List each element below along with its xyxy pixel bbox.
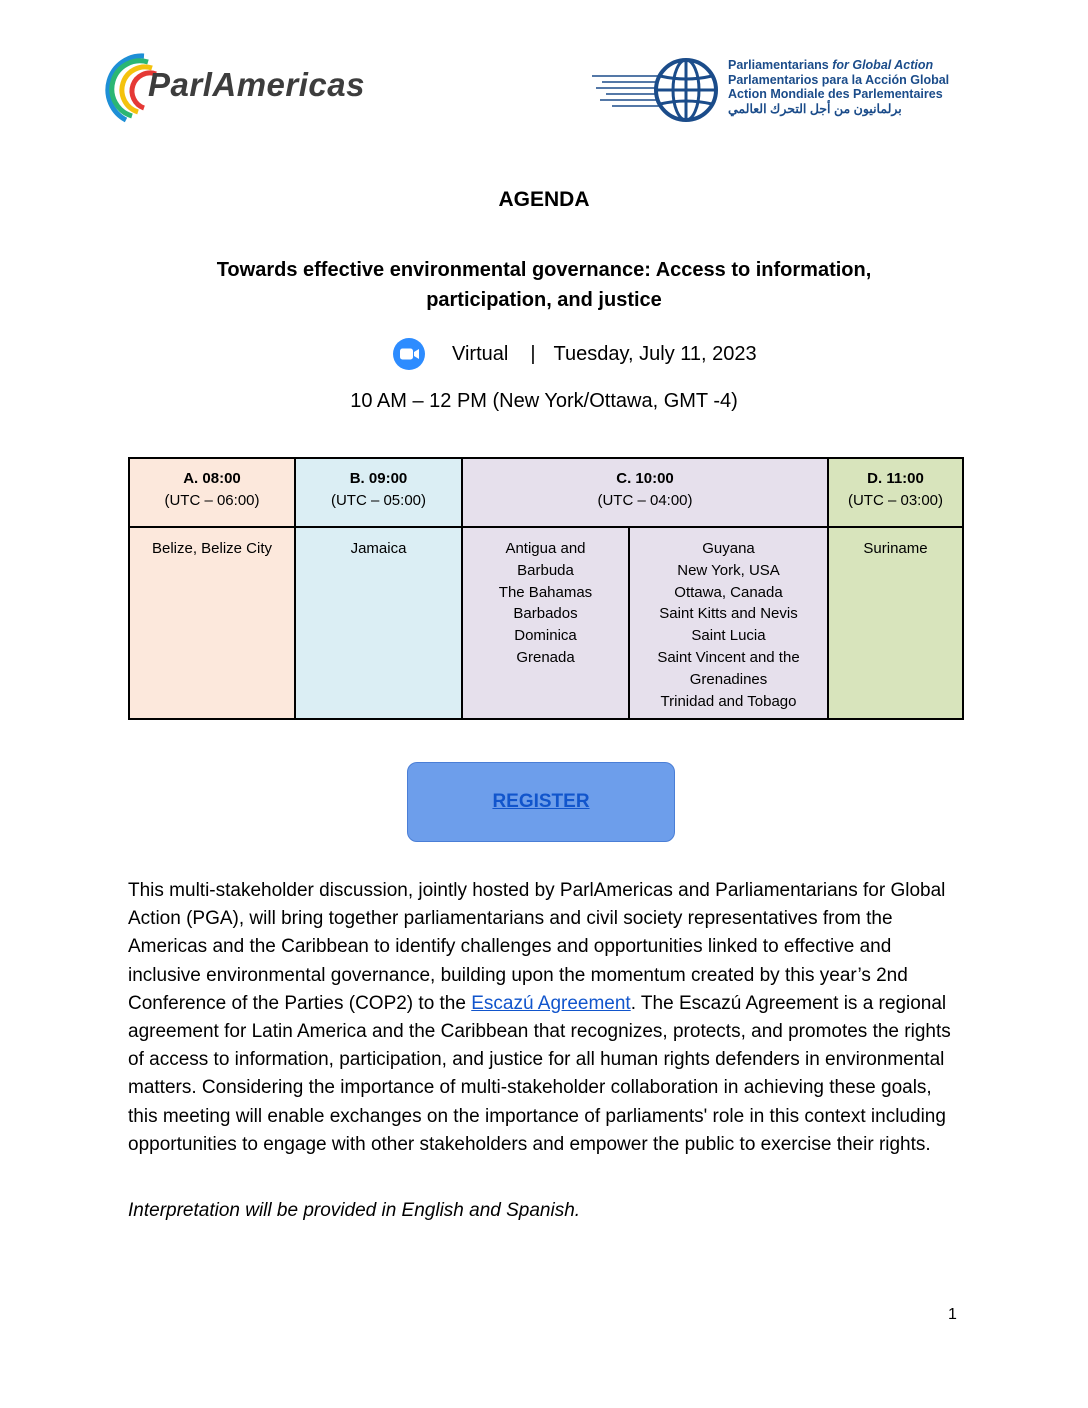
register-button[interactable]: REGISTER — [407, 762, 675, 842]
timezone-header-a: A. 08:00 (UTC – 06:00) — [129, 458, 295, 527]
timezone-header-row — [129, 458, 963, 527]
pga-globe-icon — [592, 54, 724, 126]
interpretation-note: Interpretation will be provided in English and Spanish. — [128, 1200, 581, 1221]
meeting-mode: Virtual — [452, 342, 509, 365]
timezone-header-b: B. 09:00 (UTC – 05:00) — [295, 458, 462, 527]
page-number: 1 — [948, 1306, 957, 1323]
description-paragraph: This multi-stakeholder discussion, jointly hosted by ParlAmericas and Parliamentarians for Global Action (PGA), will bring together parliamentarians and civil society representatives from the Americas and the Caribbean to identify challenges and opportunities linked to effective and inclusive environmental governance, building upon the momentum created by this year’s 2nd Conference of the Parties (COP2) to the Escazú Agreement. The Escazú Agreement is a regional agreement for Latin America and the Caribbean that recognizes, protects, and promotes the rights of access to information, participation, and justice for all human rights defenders in environmental matters. Considering the importance of multi-stakeholder collaboration in achieving these goals, this meeting will enable exchanges on the importance of parliaments' role in this context including opportunities to engage with other stakeholders and empower the public to exercise their rights. — [128, 880, 951, 1155]
meeting-separator: | — [530, 342, 536, 365]
timezone-locations-row — [129, 527, 963, 719]
pga-logo — [592, 54, 972, 130]
event-title: Towards effective environmental governance: Access to information, participation, and justice — [216, 259, 872, 311]
zoom-video-icon[interactable] — [392, 337, 426, 371]
pga-name-text: Parliamentarians for Global Action Parlamentarios para la Acción Global Action Mondiale des Parlementaires برلمانيون من أجل التحرك العالمي — [728, 58, 950, 116]
meeting-time: 10 AM – 12 PM (New York/Ottawa, GMT -4) — [350, 390, 738, 412]
locations-cell-c1: Antigua and Barbuda The Bahamas Barbados Dominica Grenada — [462, 527, 629, 719]
locations-cell-d: Suriname — [828, 527, 963, 719]
timezone-header-c: C. 10:00 (UTC – 04:00) — [462, 458, 828, 527]
locations-cell-a: Belize, Belize City — [129, 527, 295, 719]
locations-cell-c2: Guyana New York, USA Ottawa, Canada Saint Kitts and Nevis Saint Lucia Saint Vincent and the Grenadines Trinidad and Tobago — [629, 527, 828, 719]
parlamericas-logo — [104, 50, 374, 130]
meeting-info — [392, 338, 757, 370]
escazu-agreement-link[interactable]: Escazú Agreement — [471, 992, 631, 1014]
parlamericas-wordmark: ParlAmericas — [148, 66, 365, 103]
meeting-date: Tuesday, July 11, 2023 — [553, 342, 757, 365]
timezone-table — [128, 457, 964, 720]
locations-cell-b: Jamaica — [295, 527, 462, 719]
timezone-header-d: D. 11:00 (UTC – 03:00) — [828, 458, 963, 527]
agenda-heading: AGENDA — [498, 188, 590, 211]
